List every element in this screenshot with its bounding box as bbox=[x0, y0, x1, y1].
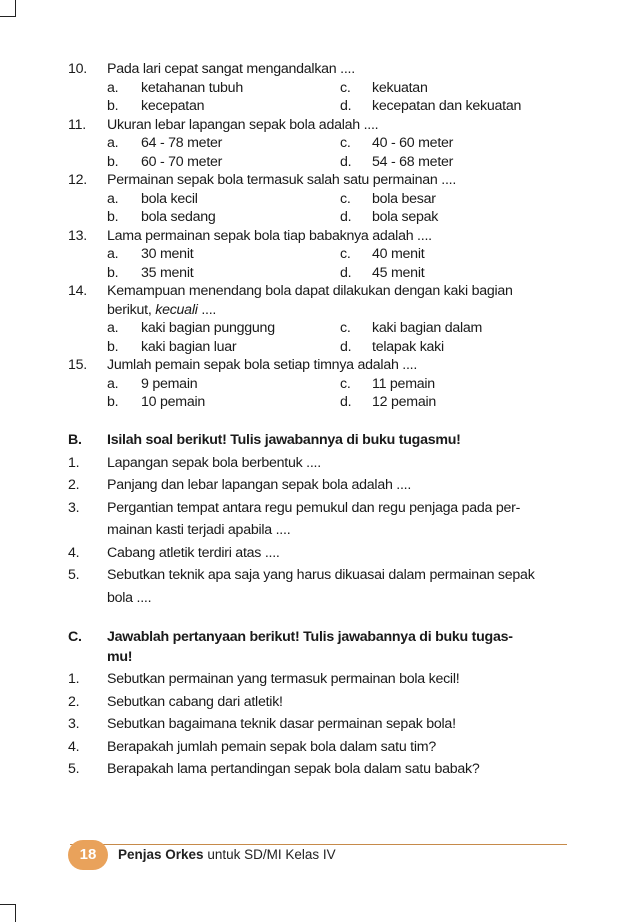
section-c-heading bbox=[68, 627, 568, 667]
section-letter: B. bbox=[68, 431, 82, 448]
option-letter: d. bbox=[340, 264, 352, 281]
item-text: Sebutkan cabang dari atletik! bbox=[107, 693, 283, 710]
section-b-heading bbox=[68, 430, 568, 450]
section-title: Isilah soal berikut! Tulis jawabannya di buku tugasmu! bbox=[107, 431, 461, 448]
question-text: Permainan sepak bola termasuk salah satu permainan .... bbox=[107, 172, 457, 188]
option-text: bola sepak bbox=[372, 209, 439, 225]
option-text: 40 - 60 meter bbox=[372, 135, 454, 151]
section-b-item-1 bbox=[68, 452, 568, 475]
option-text: kekuatan bbox=[372, 79, 428, 96]
option-letter: b. bbox=[107, 338, 119, 355]
question-text: Lama permainan sepak bola tiap babaknya adalah .... bbox=[107, 227, 432, 244]
option-letter: a. bbox=[107, 190, 119, 207]
options-row bbox=[68, 338, 568, 357]
option-letter: b. bbox=[107, 153, 119, 170]
options-row bbox=[68, 319, 568, 338]
option-text: ketahanan tubuh bbox=[141, 79, 243, 96]
footer-rule bbox=[70, 844, 567, 845]
question-text: Kemampuan menendang bola dapat dilakukan dengan kaki bagian bbox=[107, 283, 513, 299]
option-text: kaki bagian luar bbox=[141, 338, 237, 355]
option-letter: c. bbox=[340, 79, 351, 96]
item-number: 3. bbox=[68, 499, 80, 516]
option-text: 40 menit bbox=[372, 246, 425, 262]
section-b-item-5 bbox=[68, 564, 568, 609]
item-number: 5. bbox=[68, 761, 80, 777]
option-letter: c. bbox=[340, 375, 351, 392]
question-text: Pada lari cepat sangat mengandalkan .... bbox=[107, 61, 355, 77]
item-text: Panjang dan lebar lapangan sepak bola adalah .... bbox=[107, 477, 412, 493]
option-text: kecepatan dan kekuatan bbox=[372, 98, 522, 114]
options-row bbox=[68, 79, 568, 98]
item-text: Sebutkan bagaimana teknik dasar permainan sepak bola! bbox=[107, 716, 456, 732]
item-text: Sebutkan permainan yang termasuk permainan bola kecil! bbox=[107, 671, 460, 687]
section-b-item-3 bbox=[68, 497, 568, 542]
option-text: 64 - 78 meter bbox=[141, 135, 223, 151]
section-c-item-5 bbox=[68, 758, 568, 781]
question-text-end: .... bbox=[197, 301, 217, 318]
item-text: Cabang atletik terdiri atas .... bbox=[107, 544, 280, 561]
options-row bbox=[68, 393, 568, 412]
options-row bbox=[68, 375, 568, 394]
question-11 bbox=[68, 116, 568, 135]
question-number: 11. bbox=[68, 116, 86, 133]
item-number: 2. bbox=[68, 477, 80, 493]
option-text: 9 pemain bbox=[141, 375, 198, 392]
option-text: kaki bagian dalam bbox=[372, 320, 483, 336]
option-text: bola kecil bbox=[141, 190, 198, 207]
item-number: 4. bbox=[68, 544, 80, 561]
option-text: telapak kaki bbox=[372, 338, 444, 355]
option-letter: b. bbox=[107, 264, 119, 281]
option-letter: b. bbox=[107, 209, 119, 225]
options-row bbox=[68, 134, 568, 153]
option-letter: d. bbox=[340, 209, 352, 225]
question-12 bbox=[68, 171, 568, 190]
option-text: 54 - 68 meter bbox=[372, 153, 454, 170]
section-letter: C. bbox=[68, 629, 82, 645]
item-number: 3. bbox=[68, 716, 80, 732]
option-text: 12 pemain bbox=[372, 394, 437, 410]
option-text: bola besar bbox=[372, 190, 436, 207]
option-letter: d. bbox=[340, 98, 352, 114]
options-row bbox=[68, 97, 568, 116]
question-text-cont: berikut, bbox=[107, 301, 156, 318]
section-c-item-3 bbox=[68, 713, 568, 736]
option-letter: c. bbox=[340, 320, 351, 336]
question-number: 13. bbox=[68, 227, 87, 244]
option-letter: d. bbox=[340, 394, 352, 410]
question-15 bbox=[68, 356, 568, 375]
item-number: 2. bbox=[68, 693, 80, 710]
footer-book-title bbox=[118, 847, 336, 862]
page-number-badge: 18 bbox=[68, 840, 108, 870]
option-letter: a. bbox=[107, 320, 119, 336]
item-number: 1. bbox=[68, 671, 80, 687]
question-text-italic: kecuali bbox=[155, 301, 198, 318]
question-text: Jumlah pemain sepak bola setiap timnya adalah .... bbox=[107, 357, 418, 373]
item-text: Sebutkan teknik apa saja yang harus dikuasai dalam permainan sepak bbox=[107, 567, 535, 583]
question-number: 10. bbox=[68, 61, 87, 77]
question-number: 15. bbox=[68, 357, 87, 373]
page-content bbox=[68, 60, 568, 781]
option-letter: a. bbox=[107, 135, 119, 151]
option-text: 30 menit bbox=[141, 246, 194, 262]
option-letter: d. bbox=[340, 153, 352, 170]
option-letter: a. bbox=[107, 246, 119, 262]
option-text: kaki bagian punggung bbox=[141, 320, 275, 336]
question-number: 14. bbox=[68, 283, 87, 299]
option-text: 45 menit bbox=[372, 264, 425, 281]
item-text: Berapakah jumlah pemain sepak bola dalam satu tim? bbox=[107, 738, 436, 755]
question-13 bbox=[68, 227, 568, 246]
options-row bbox=[68, 190, 568, 209]
item-text: Berapakah lama pertandingan sepak bola dalam satu babak? bbox=[107, 761, 480, 777]
crop-mark-bottom-left bbox=[0, 904, 16, 922]
options-row bbox=[68, 264, 568, 283]
option-letter: a. bbox=[107, 375, 119, 392]
option-text: 60 - 70 meter bbox=[141, 153, 223, 170]
section-c-item-2 bbox=[68, 691, 568, 714]
option-letter: a. bbox=[107, 79, 119, 96]
item-number: 5. bbox=[68, 567, 80, 583]
option-letter: c. bbox=[340, 190, 351, 207]
section-title-cont: mu! bbox=[107, 649, 133, 665]
option-text: kecepatan bbox=[141, 98, 205, 114]
question-text: Ukuran lebar lapangan sepak bola adalah .... bbox=[107, 116, 379, 133]
item-number: 4. bbox=[68, 738, 80, 755]
item-text: Pergantian tempat antara regu pemukul dan regu penjaga pada per- bbox=[107, 499, 521, 516]
item-text-cont: bola .... bbox=[107, 589, 152, 606]
section-b-item-4 bbox=[68, 542, 568, 565]
question-number: 12. bbox=[68, 172, 87, 188]
book-subtitle: untuk SD/MI Kelas IV bbox=[203, 847, 336, 862]
option-letter: c. bbox=[340, 246, 351, 262]
options-row bbox=[68, 208, 568, 227]
option-text: 35 menit bbox=[141, 264, 194, 281]
options-row bbox=[68, 153, 568, 172]
item-text-cont: mainan kasti terjadi apabila .... bbox=[107, 522, 291, 538]
option-text: bola sedang bbox=[141, 209, 216, 225]
option-letter: d. bbox=[340, 338, 352, 355]
section-c-item-1 bbox=[68, 668, 568, 691]
item-text: Lapangan sepak bola berbentuk .... bbox=[107, 454, 321, 471]
section-c-item-4 bbox=[68, 736, 568, 759]
option-text: 10 pemain bbox=[141, 394, 206, 410]
item-number: 1. bbox=[68, 454, 80, 471]
options-row bbox=[68, 245, 568, 264]
book-title: Penjas Orkes bbox=[118, 847, 204, 862]
section-b-item-2 bbox=[68, 474, 568, 497]
question-14 bbox=[68, 282, 568, 319]
section-title: Jawablah pertanyaan berikut! Tulis jawabannya di buku tugas- bbox=[107, 629, 513, 645]
option-text: 11 pemain bbox=[372, 375, 435, 392]
option-letter: c. bbox=[340, 135, 351, 151]
question-10 bbox=[68, 60, 568, 79]
option-letter: b. bbox=[107, 394, 119, 410]
option-letter: b. bbox=[107, 98, 119, 114]
crop-mark-top-left bbox=[0, 0, 16, 17]
